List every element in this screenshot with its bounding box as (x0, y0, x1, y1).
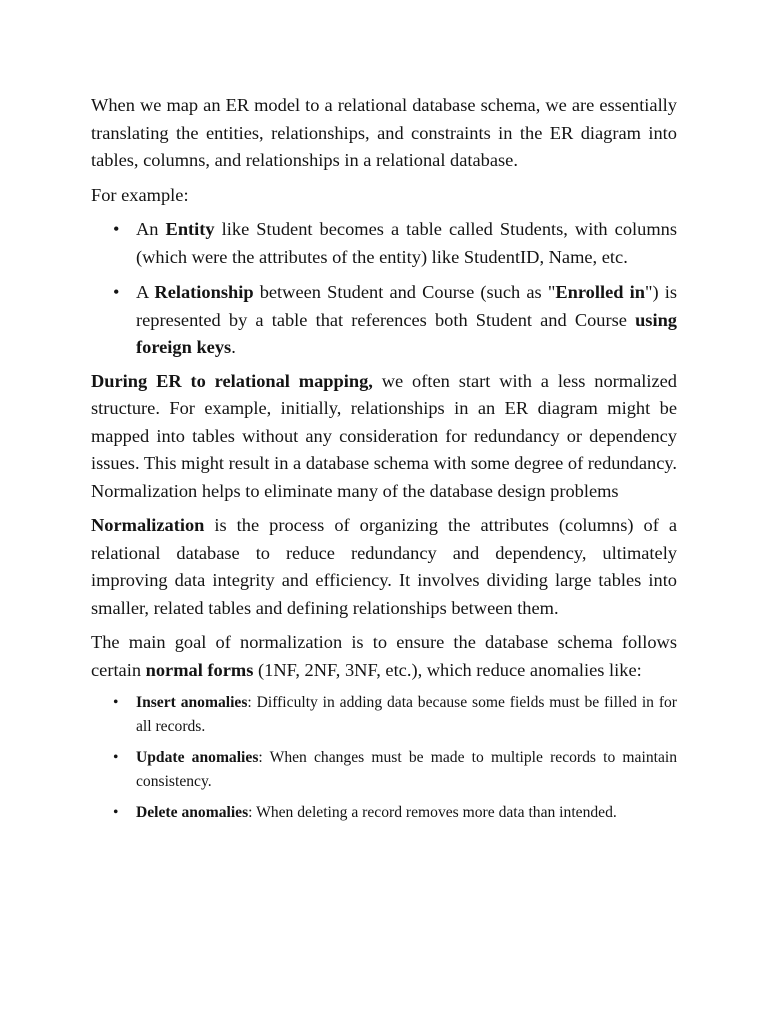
list-item-relationship (91, 279, 677, 362)
bold-term-normalization: Normalization (91, 515, 205, 535)
normalization-paragraph (91, 512, 677, 622)
bold-term-insert-anomalies: Insert anomalies (136, 694, 248, 711)
text-segment: ") is represented by a table that references both Student and Course (136, 282, 677, 330)
example-list (91, 216, 677, 362)
example-label: For example: (91, 184, 189, 205)
intro-text: When we map an ER model to a relational database schema, we are essentially translating the entities, relationships, and constraints in the ER diagram into tables, columns, and relationships in a relational database. (91, 95, 677, 170)
anomalies-list (91, 691, 677, 825)
text-segment: The main goal of normalization is to ensure the database schema follows certain (91, 632, 677, 680)
text-segment: is the process of organizing the attributes (columns) of a relational database to reduce redundancy and dependency, ultimately improving data integrity and efficiency. It involves dividing large tables into smaller, related tables and defining relationships between them. (91, 515, 677, 618)
bold-term-enrolled-in: Enrolled in (555, 282, 645, 302)
text-segment: between Student and Course (such as " (253, 282, 556, 302)
text-segment: : When changes must be made to multiple records to maintain consistency. (136, 749, 677, 790)
mapping-paragraph (91, 368, 677, 506)
text-segment: (1NF, 2NF, 3NF, etc.), which reduce anomalies like: (253, 659, 642, 680)
bold-term-entity: Entity (165, 219, 215, 239)
text-segment: we often start with a less normalized structure. For example, initially, relationships in an ER diagram might be mapped into tables without any consideration for redundancy or dependency issues. This might result in a database schema with some degree of redundancy. Normalization helps to eliminate many of the database design problems (91, 370, 677, 501)
list-item-insert-anomalies (91, 691, 677, 738)
bold-term-delete-anomalies: Delete anomalies (136, 804, 249, 821)
bold-term-normal-forms: normal forms (145, 659, 254, 680)
text-segment: A (136, 282, 155, 302)
bold-term-foreign-keys: using foreign keys (136, 309, 677, 357)
text-segment: . (231, 337, 236, 357)
list-item-update-anomalies (91, 746, 677, 793)
text-segment: : When deleting a record removes more data than intended. (248, 804, 617, 821)
bold-term-relationship: Relationship (154, 282, 254, 302)
intro-paragraph (91, 92, 677, 175)
bold-term-update-anomalies: Update anomalies (136, 749, 259, 766)
list-item-entity (91, 216, 677, 271)
list-item-delete-anomalies (91, 801, 677, 825)
text-segment: An (136, 219, 166, 239)
text-segment: : Difficulty in adding data because some fields must be filled in for all records. (136, 694, 677, 735)
goal-paragraph (91, 629, 677, 684)
text-segment: like Student becomes a table called Students, with columns (which were the attributes of the entity) like StudentID, Name, etc. (136, 219, 678, 267)
bold-term-mapping: During ER to relational mapping, (91, 370, 373, 391)
